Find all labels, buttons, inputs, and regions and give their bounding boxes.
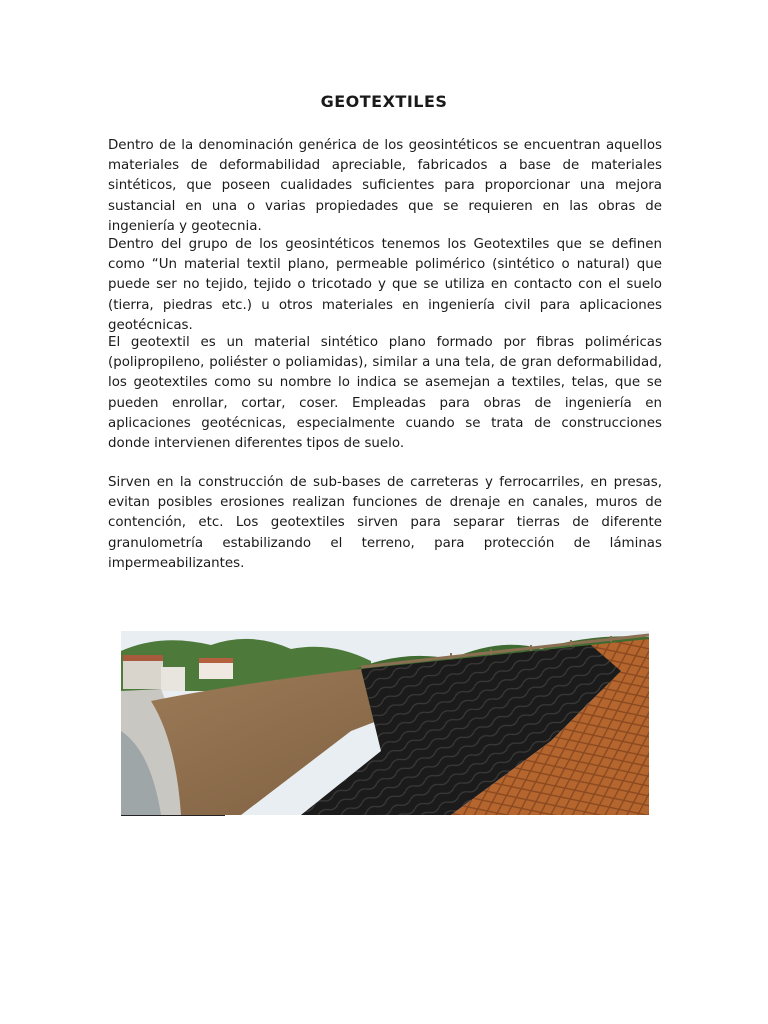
house-middle [161,667,185,691]
image-underline [121,815,225,816]
house-left [123,659,163,689]
paragraph-2: Dentro del grupo de los geosintéticos tenemos los Geotextiles que se definen como “Un material textil plano, permeable polimérico (sintético o natural) que puede ser no tejido, tejido o tricotado y que se utiliza en contacto con el suelo (tierra, piedras etc.) u otros materiales en ingeniería civil para aplicaciones geotécnicas. [108,237,662,333]
paragraph-1: Dentro de la denominación genérica de los geosintéticos se encuentran aquellos materiales de deformabilidad apreciable, fabricados a base de materiales sintéticos, que poseen cualidades suficientes para proporcionar una mejora sustancial en una o varias propiedades que se requieren en las obras de ingeniería y geotecnia. [108,138,662,234]
paragraph-4: Sirven en la construcción de sub-bases de carreteras y ferrocarriles, en presas, evitan posibles erosiones realizan funciones de drenaje en canales, muros de contención, etc. Los geotextiles sirven para separar tierras de diferente granulometría estabilizando el terreno, para protección de láminas impermeabilizantes. [108,475,662,571]
geotextile-slope-photo [121,631,649,815]
house-right [199,661,233,679]
page-title: GEOTEXTILES [320,92,448,111]
paragraph-3: El geotextil es un material sintético plano formado por fibras poliméricas (polipropileno, poliéster o poliamidas), similar a una tela, de gran deformabilidad, los geotextiles como su nombre lo indica se asemejan a textiles, telas, que se pueden enrollar, cortar, coser. Empleadas para obras de ingeniería en aplicaciones geotécnicas, especialmente cuando se trata de construcciones donde intervienen diferentes tipos de suelo. [108,335,662,452]
